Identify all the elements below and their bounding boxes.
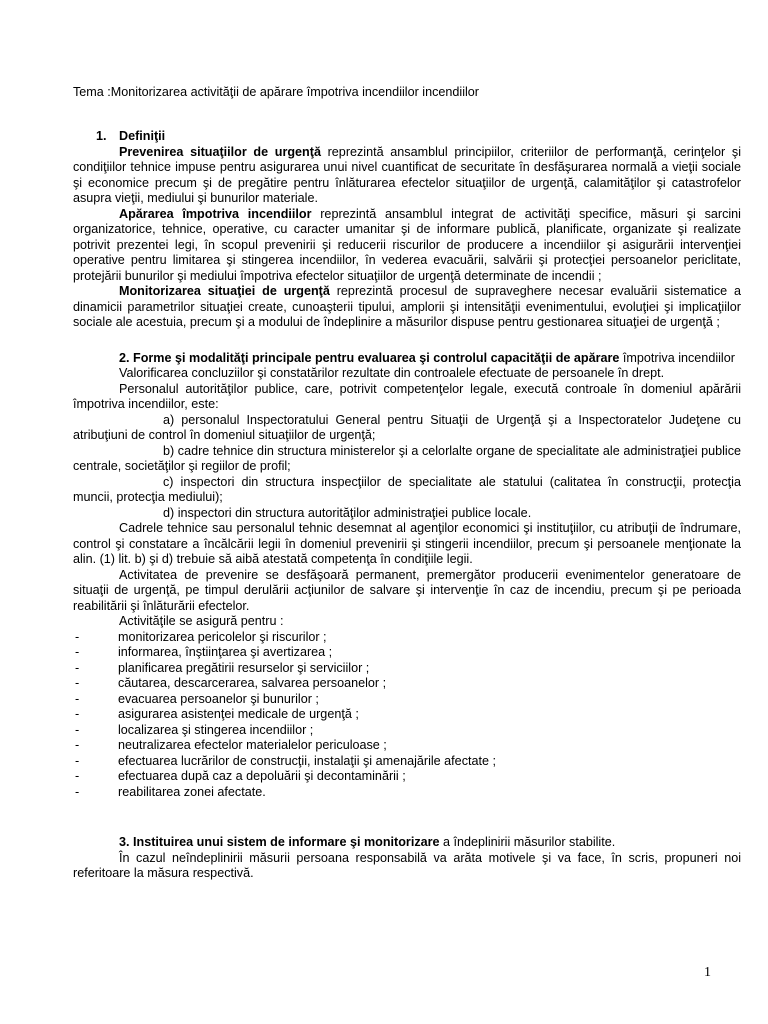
definition-fire-defence-text: reprezintă ansamblul integrat de activităţi specifice, măsuri şi sarcini organizatorice, tehnice, operative, cu caracter umanitar şi de informare publică, planificate, organizate şi realizate potrivit prezentei legi, în scopul prevenirii şi reducerii riscurilor de producere a incendiilor şi asigurării intervenţiei operative pentru limitarea şi stingerea incendiilor, în vederea evacuării, salvării şi protecţiei persoanelor periclitate, protejării bunurilor şi mediului împotriva efectelor situaţiilor de urgenţă determinate de incendii ; bbox=[73, 206, 741, 283]
list-item-text: asigurarea asistenţei medicale de urgenţă ; bbox=[118, 707, 359, 721]
section-2-paragraph: Valorificarea concluziilor şi constatărilor rezultate din controalele efectuate de persoanele în drept. bbox=[119, 366, 665, 380]
list-item-text: localizarea şi stingerea incendiilor ; bbox=[118, 722, 314, 737]
definition-prevention-term: Prevenirea situaţiilor de urgenţă bbox=[119, 144, 321, 159]
list-item-text: efectuarea după caz a depoluării şi decontaminării ; bbox=[118, 769, 406, 783]
section-3-paragraph: În cazul neîndeplinirii măsurii persoana responsabilă va arăta motivele şi va face, în scris, propuneri noi referitoare la măsura respectivă. bbox=[73, 850, 741, 880]
list-item bbox=[73, 723, 741, 739]
document-body bbox=[73, 129, 741, 882]
list-item bbox=[73, 645, 741, 661]
list-dash: - bbox=[75, 660, 80, 675]
list-dash: - bbox=[75, 707, 80, 721]
section-2-paragraph: Activităţile se asigură pentru : bbox=[119, 614, 284, 628]
list-item bbox=[73, 785, 741, 801]
section-2-heading bbox=[73, 351, 741, 367]
control-personnel-item: d) inspectori din structura autorităţilor administraţiei publice locale. bbox=[163, 505, 532, 520]
list-item bbox=[73, 692, 741, 708]
definition-fire-defence bbox=[73, 207, 741, 285]
list-item bbox=[73, 754, 741, 770]
control-personnel-item: a) personalul Inspectoratului General pentru Situaţii de Urgenţă şi a Inspectoratelor Judeţene cu atribuţiuni de control în domeniul situaţiilor de urgenţă; bbox=[73, 412, 741, 442]
activities-list bbox=[73, 630, 741, 801]
section-2-paragraph: Activitatea de prevenire se desfăşoară permanent, premergător producerii evenimentelor generatoare de situaţii de urgenţă, pe timpul derulării acţiunilor de salvare şi intervenţie în caz de incendiu, precum şi pe perioada reabilitării şi înlăturării efectelor. bbox=[73, 567, 741, 613]
page-number: 1 bbox=[704, 965, 711, 980]
definition-monitoring-text: reprezintă procesul de supraveghere necesar evaluării sistematice a dinamicii parametrilor situaţiei create, cunoaşterii tipului, amplorii şi intensităţii evenimentului, evoluţiei şi implicaţiilor sociale ale acestuia, precum şi a modului de îndeplinire a măsurilor dispuse pentru gestionarea situaţiei de urgenţă ; bbox=[73, 284, 741, 329]
list-item-text: efectuarea lucrărilor de construcţii, instalaţii şi amenajările afectate ; bbox=[118, 753, 496, 768]
section-3-title: 3. Instituirea unui sistem de informare şi monitorizare bbox=[119, 835, 440, 849]
list-item-text: evacuarea persoanelor şi bunurilor ; bbox=[118, 691, 319, 706]
control-personnel-item: c) inspectori din structura inspecţiilor de specialitate ale statului (calitatea în construcţii, protecţia muncii, protecţia mediului); bbox=[73, 474, 741, 504]
section-2-title-rest: împotriva incendiilor bbox=[619, 350, 735, 365]
section-2-paragraph: Personalul autorităţilor publice, care, potrivit competenţelor legale, execută controale în domeniul apărării împotriva incendiilor, este: bbox=[73, 381, 741, 411]
list-dash: - bbox=[75, 691, 80, 706]
list-item-text: monitorizarea pericolelor şi riscurilor ; bbox=[118, 629, 327, 644]
list-item bbox=[73, 661, 741, 677]
list-item bbox=[73, 769, 741, 785]
section-1-number: 1. bbox=[96, 129, 107, 143]
document-title: Tema :Monitorizarea activităţii de apărare împotriva incendiilor incendiilor bbox=[73, 85, 479, 99]
definition-fire-defence-term: Apărarea împotriva incendiilor bbox=[119, 206, 312, 221]
definition-prevention-text: reprezintă ansamblul principiilor, criteriilor de performanţă, cerinţelor şi condiţiilor tehnice impuse pentru asigurarea unui nivel cuantificat de securitate în desfăşurarea normală a vieţii sociale şi economice precum şi de pregătire pentru înlăturarea efectelor situaţiilor de urgenţă, calamităţilor şi catastrofelor asupra vieţii, mediului şi bunurilor materiale. bbox=[73, 144, 741, 205]
list-item-text: reabilitarea zonei afectate. bbox=[118, 784, 266, 799]
control-personnel-item: b) cadre tehnice din structura ministerelor şi a celorlalte organe de specialitate ale administraţiei publice centrale, societăţilor şi regiilor de profil; bbox=[73, 443, 741, 473]
list-item bbox=[73, 707, 741, 723]
list-dash: - bbox=[75, 784, 80, 799]
section-2-title: 2. Forme şi modalităţi principale pentru evaluarea şi controlul capacităţii de apărare bbox=[119, 350, 620, 365]
section-1-title: Definiţii bbox=[119, 129, 166, 143]
list-dash: - bbox=[75, 676, 80, 690]
list-dash: - bbox=[75, 722, 80, 737]
section-1-heading bbox=[96, 129, 741, 145]
list-item-text: căutarea, descarcerarea, salvarea persoanelor ; bbox=[118, 676, 387, 690]
list-item bbox=[73, 630, 741, 646]
list-dash: - bbox=[75, 629, 80, 644]
section-3-heading bbox=[119, 835, 741, 851]
list-item-text: neutralizarea efectelor materialelor periculoase ; bbox=[118, 738, 387, 752]
definition-monitoring-term: Monitorizarea situaţiei de urgenţă bbox=[119, 284, 330, 298]
section-3-title-rest: a îndeplinirii măsurilor stabilite. bbox=[439, 835, 616, 849]
section-2-paragraph: Cadrele tehnice sau personalul tehnic desemnat al agenţilor economici şi instituţiilor, cu atribuţii de îndrumare, control şi constatare a încălcării legii în domeniul prevenirii şi stingerii incendiilor, precum şi persoanele menţionate la alin. (1) lit. b) şi d) trebuie să aibă atestată competenţa în condiţiile legii. bbox=[73, 521, 741, 566]
list-dash: - bbox=[75, 645, 80, 659]
list-dash: - bbox=[75, 738, 80, 752]
list-item-text: planificarea pregătirii resurselor şi serviciilor ; bbox=[118, 660, 370, 675]
list-item-text: informarea, înştiinţarea şi avertizarea ; bbox=[118, 645, 333, 659]
list-dash: - bbox=[75, 769, 80, 783]
definition-prevention bbox=[73, 145, 741, 207]
list-dash: - bbox=[75, 753, 80, 768]
definition-monitoring bbox=[73, 284, 741, 331]
list-item bbox=[73, 676, 741, 692]
list-item bbox=[73, 738, 741, 754]
